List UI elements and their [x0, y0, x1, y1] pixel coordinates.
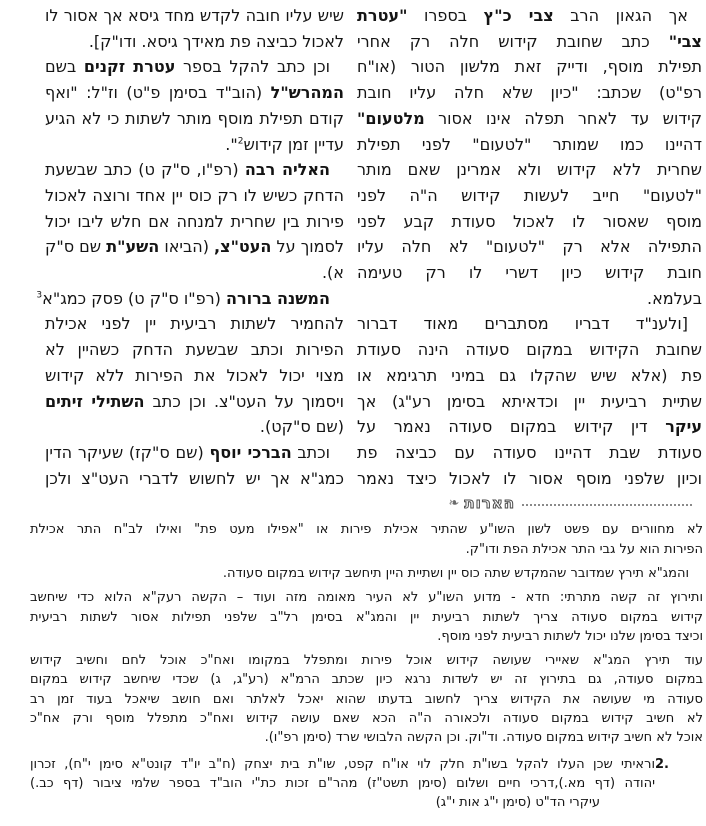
text-line: חובת קידוש כיון דשרי לו רק טעימה: [357, 263, 702, 283]
text-line: המשנה ברורה (רפ"ו ס"ק ט) פסק כמג"א$^3$: [36, 288, 330, 308]
fleuron-ornament-icon: ❧: [448, 495, 460, 511]
text-line: סעודת שבת דהיינו סעודה עם כביצה פת: [357, 442, 702, 462]
text-line: שחובת הקידוש במקום סעודה הינה סעודת: [357, 340, 702, 360]
paragraph: [45, 157, 344, 286]
footnotes-divider: [0, 495, 706, 511]
paragraph: [45, 440, 344, 491]
text-line: וכיון שלפני מוסף אסור לו לאכול כיצד נאמר: [357, 468, 702, 488]
text-line: סעודה מי שעושה את הקידוש צריך לחשוב בדעתו שהוא יאכל לאלתר ואם חושב שיאכל בעוד זמן רב: [30, 691, 703, 707]
divider-title: הארות: [464, 494, 515, 513]
text-line: דהיינו כמו שמותר "לטעום" לפני תפילת: [357, 134, 702, 154]
text-line: הפירות הוא על גבי התר אכילת הפת ודו"ק.: [465, 541, 703, 557]
text-line: קידוש במקום סעודה צריך לשתות רביעית יין והמג"א בסימן רל"ב שלפני תפילות אסור לשתות רביעית: [30, 609, 703, 625]
text-line: במקום סעודה, גם בתירוץ זה יש לשדות נרגא כיון שכתב הרמ"א (רע"ג, ג) שכדי שיחשב קידוש במקום: [30, 672, 703, 688]
text-line: וכתב הברכי יוסף (שם ס"קז) שעיקר הדין: [45, 442, 331, 462]
text-line: קידוש עד לאחר תפלה אינו אסור מלטעום": [357, 108, 702, 128]
footnote-2-text: [30, 755, 655, 813]
text-line: לאכול כביצה פת מאידך גיסא. ודו"ק].: [88, 31, 344, 51]
text-line: האליה רבה (רפ"ו, ס"ק ט) כתב שבשעת: [45, 160, 330, 180]
text-line: כמג"א אך יש לחשוש לדברי העט"צ ולכן: [45, 468, 344, 488]
paragraph: [30, 564, 703, 583]
text-line: לסמוך על העט"צ, (הביאו השע"ת שם ס"ק: [45, 237, 345, 257]
text-line: אוכל לא חשיב קידוש במקום סעודה. וד"וק. וכן הקשה הלבושי שרד (סימן רפ"ו).: [264, 730, 703, 746]
text-line: שיש עליו חובה לקדש מחד גיסא אך אסור לו: [45, 6, 344, 25]
paragraph: [357, 3, 702, 311]
text-line: "לטעום" חייב לעשות קידוש ה"ה לפני: [357, 185, 702, 205]
text-line: שחרית ללא קידוש ולא אמרינן שאם מותר: [357, 160, 702, 180]
text-line: אך הגאון הרב צבי כ"ץ בספרו "עטרת: [357, 6, 688, 25]
text-line: מצוי יכול לאכול את הפירות ללא קידוש: [45, 365, 344, 385]
footnote-2: [30, 755, 703, 813]
text-line: וכן כתב להקל בספר עטרת זקנים בשם: [45, 57, 331, 77]
divider-dotted-line: [522, 504, 692, 506]
text-line: וכיצד בסימן שלנו יכול לשתות רביעית לפני מוסף.: [437, 628, 703, 644]
text-line: הפירות וכתב שבשעת הדחק כשהיין לא: [45, 340, 344, 360]
text-line: ויסמוך על העט"צ. וכן כתב השתילי זיתים: [45, 391, 344, 411]
text-line: פת (אלא שיש שהקלו גם במיני תרגימא או: [357, 365, 702, 385]
paragraph: [30, 520, 703, 559]
text-line: וראיתי שכן העלו להקל בשו"ת חלק לוי או"ח קפט, שו"ת בית יצחק (ח"ב יו"ד קונט"א סימן י"ח), זכרון: [30, 756, 655, 772]
footnote-1-continuation: [30, 520, 703, 747]
paragraph: [30, 588, 703, 646]
text-line: והמג"א תירץ שמדובר שהמקדש שתה כוס יין ושתיית היין תיחשב קידוש במקום סעודה.: [222, 565, 689, 581]
text-line: התפילה אלא רק "לטעום" לא חלה עליו: [357, 237, 702, 257]
text-line: [ולענ"ד דבריו מסתברים מאוד דברור: [357, 314, 688, 334]
text-line: המהרש"ל (הוב"ד בסימן פ"ט) וז"ל: "ואף: [45, 83, 344, 103]
text-line: רפ"ט) שכתב: "כיון שלא חלה עליו חובת: [357, 83, 702, 103]
paragraph: [36, 286, 344, 440]
text-line: קודם תפילת מוסף מותר לשתות כי לא הגיע: [45, 108, 344, 128]
paragraph: [30, 755, 655, 813]
text-line: הדחק כשיש לו רק כוס יין אחד ורוצה לאכול: [45, 185, 344, 205]
text-line: עוד תירץ המג"א שאיירי שעושה קידוש אוכל פירות ומתפלל במקומו ואח"כ אוכל לחם וחשיב קידוש: [30, 653, 703, 669]
text-line: צבי" כתב שחובת קידוש חלה רק אחרי: [357, 31, 702, 51]
text-line: פירות בין שחרית למנחה אם חלש ליבו יכול: [45, 211, 344, 231]
paragraph: [45, 3, 344, 54]
text-line: ותירוץ זה קשה מתרתי: חדא - מדוע השו"ע לא העיר מאומה מזה ועוד – הקשה רעק"א הלוא כדי שיחשב: [30, 590, 703, 606]
text-line: מוסף שאסור לו לאכול סעודת קבע לפני: [357, 211, 702, 231]
text-line: לא חשיב קידוש במקום סעודה ולכאורה ה"ה הכא שאם עושה קידוש ואח"כ מתפלל מוסף ורק אח"כ: [30, 711, 703, 727]
footnotes-section: [0, 520, 706, 812]
text-line: עיקרי הד"ט (סימן י"ג אות י"ג): [435, 795, 600, 811]
paragraph: [30, 651, 703, 747]
paragraph: [357, 311, 702, 491]
text-line: בעלמא.: [646, 288, 702, 308]
text-line: שתיית רביעית יין וכדאיתא בסימן רע"ג) אך: [357, 391, 702, 411]
text-line: (שם ס"קט).: [259, 417, 344, 437]
text-line: תפילת מוסף, ודייק זאת מלשון הטור (או"ח: [357, 57, 702, 77]
text-line: לא מחוורים עם פשט לשון השו"ע שהתיר אכילת פירות או "אפילו מעט פת" ואילו לב"ח התר אכילת: [30, 522, 703, 538]
footnote-2-number: 2.: [655, 756, 669, 772]
text-line: א).: [321, 263, 344, 283]
paragraph: [45, 54, 344, 157]
text-line: עיקר דין קידוש במקום סעודה נאמר על: [357, 417, 702, 437]
text-line: להחמיר לשתות רביעית יין לפני אכילת: [45, 314, 344, 334]
main-column-right: [357, 3, 702, 491]
text-line: יהודה (דף מא.),דרכי חיים ושלום (סימן תשט"ז) מהר"ם זכות כת"י הוב"ד בספר שלמי ציבור (דף כב.): [30, 775, 655, 791]
text-line: עדיין זמן קידוש$^2$".: [225, 134, 344, 154]
main-column-left: [36, 3, 345, 491]
